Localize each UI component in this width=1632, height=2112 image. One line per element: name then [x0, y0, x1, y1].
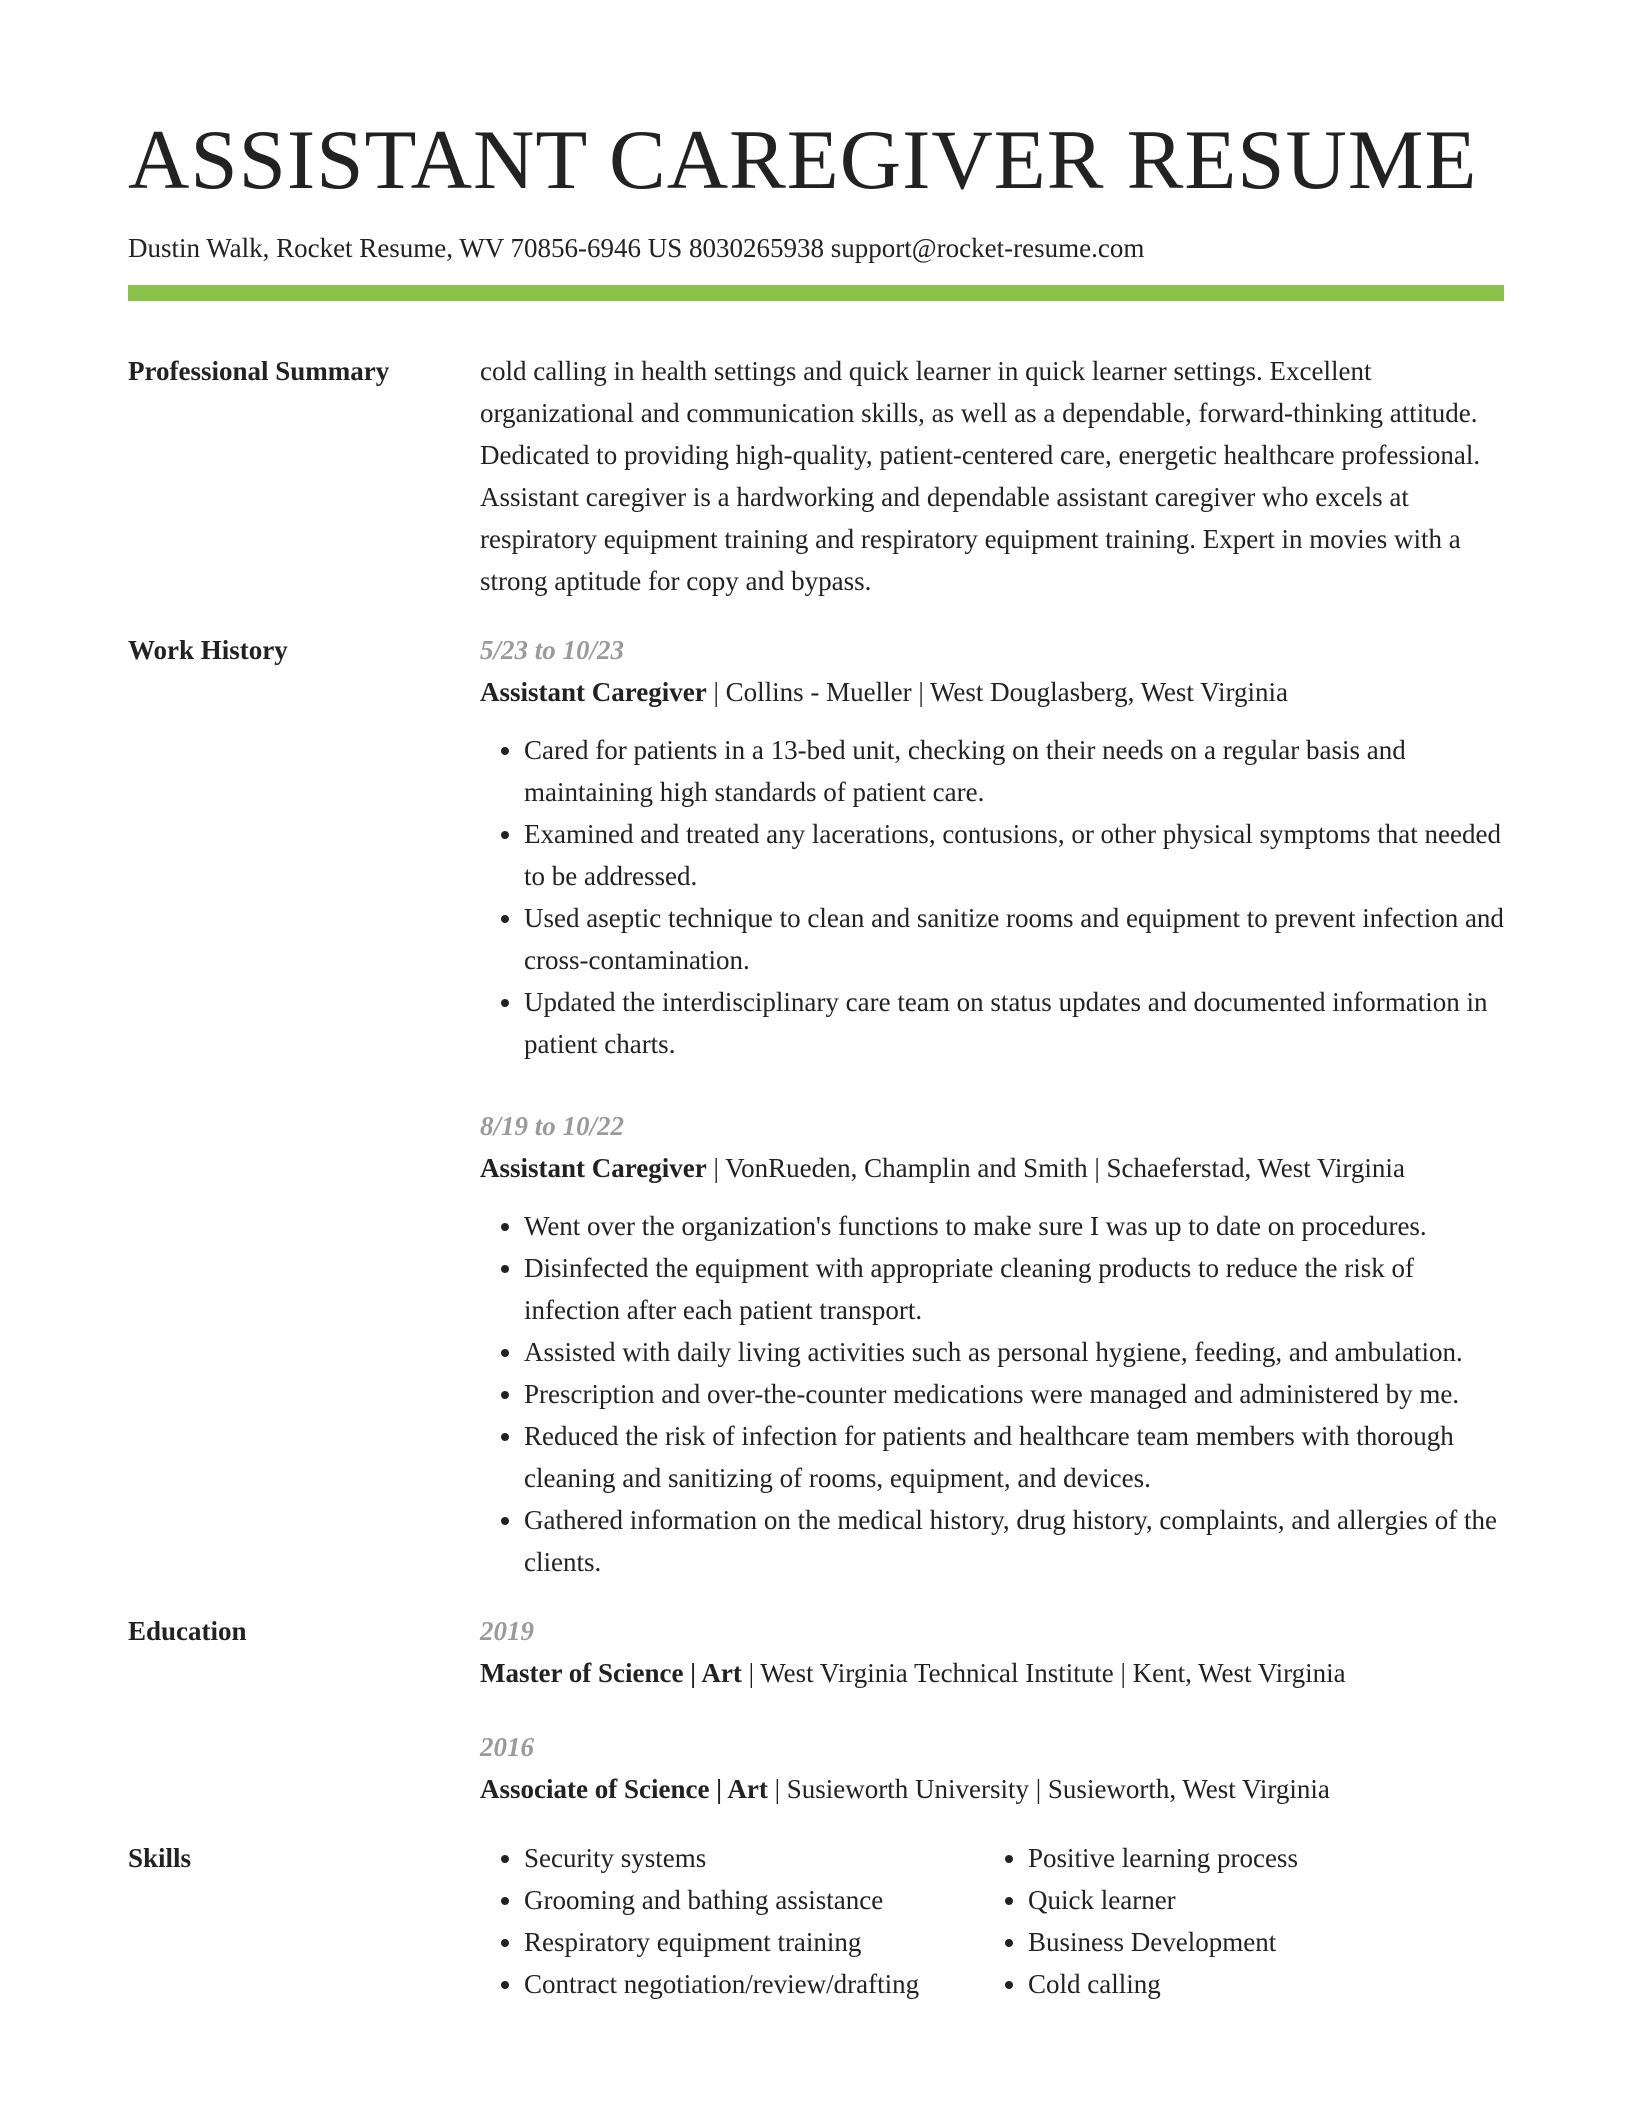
summary-body — [480, 350, 1504, 602]
education-year: 2019 — [480, 1616, 534, 1646]
job-entry — [480, 1105, 1504, 1583]
education-details: | Susieworth University | Susieworth, West Virginia — [767, 1774, 1330, 1804]
job-details: | Collins - Mueller | West Douglasberg, West Virginia — [706, 677, 1289, 707]
job-bullet: • Examined and treated any lacerations, contusions, or other physical symptoms that needed to be addressed. — [524, 813, 1504, 897]
education-body — [480, 1610, 1504, 1810]
job-bullet: • Went over the organization's functions to make sure I was up to date on procedures. — [524, 1205, 1504, 1247]
section-label-work-history: Work History — [128, 635, 288, 665]
work-history-body — [480, 629, 1504, 1583]
job-bullets — [480, 729, 1504, 1065]
job-heading — [480, 1147, 1504, 1189]
job-bullet: • Assisted with daily living activities such as personal hygiene, feeding, and ambulation. — [524, 1331, 1504, 1373]
job-dates: 8/19 to 10/22 — [480, 1111, 625, 1141]
skills-section — [128, 1837, 1504, 2005]
skill-item: • Respiratory equipment training — [524, 1921, 984, 1963]
section-label-summary: Professional Summary — [128, 356, 390, 386]
job-entry — [480, 629, 1504, 1065]
skill-item: • Positive learning process — [1028, 1837, 1488, 1879]
education-entry — [480, 1610, 1504, 1694]
skills-column-1 — [480, 1837, 984, 2005]
job-bullets — [480, 1205, 1504, 1583]
skill-item: • Security systems — [524, 1837, 984, 1879]
skills-grid — [480, 1837, 1504, 2005]
summary-section — [128, 350, 1504, 602]
job-bullet: • Used aseptic technique to clean and sanitize rooms and equipment to prevent infection and cross-contamination. — [524, 897, 1504, 981]
summary-text: cold calling in health settings and quick learner in quick learner settings. Excellent organizational and communication skills, as well as a dependable, forward-thinking attitude. Dedicated to providing high-quality, patient-centered care, energetic healthcare professional. Assistant caregiver is a hardworking and dependable assistant caregiver who excels at respiratory equipment training and respiratory equipment training. Expert in movies with a strong aptitude for copy and bypass. — [480, 356, 1481, 596]
education-section — [128, 1610, 1504, 1810]
contact-info: Dustin Walk, Rocket Resume, WV 70856-6946 US 8030265938 support@rocket-resume.com — [128, 233, 1145, 263]
job-bullet: • Prescription and over-the-counter medications were managed and administered by me. — [524, 1373, 1504, 1415]
resume-content — [128, 350, 1504, 2032]
section-label-education: Education — [128, 1616, 247, 1646]
skills-body — [480, 1837, 1504, 2005]
skill-item: • Business Development — [1028, 1921, 1488, 1963]
skill-item: • Contract negotiation/review/drafting — [524, 1963, 984, 2005]
skills-column-2 — [984, 1837, 1488, 2005]
education-heading — [480, 1768, 1504, 1810]
education-degree: Master of Science | Art — [480, 1658, 742, 1688]
job-bullet: • Cared for patients in a 13-bed unit, checking on their needs on a regular basis and maintaining high standards of patient care. — [524, 729, 1504, 813]
education-entry — [480, 1726, 1504, 1810]
skill-item: • Quick learner — [1028, 1879, 1488, 1921]
accent-divider — [128, 285, 1504, 301]
education-heading — [480, 1652, 1504, 1694]
education-details: | West Virginia Technical Institute | Kent, West Virginia — [741, 1658, 1346, 1688]
job-dates: 5/23 to 10/23 — [480, 635, 625, 665]
job-title: Assistant Caregiver — [480, 677, 707, 707]
job-details: | VonRueden, Champlin and Smith | Schaeferstad, West Virginia — [706, 1153, 1405, 1183]
job-bullet: • Reduced the risk of infection for patients and healthcare team members with thorough cleaning and sanitizing of rooms, equipment, and devices. — [524, 1415, 1504, 1499]
skill-item: • Grooming and bathing assistance — [524, 1879, 984, 1921]
work-history-section — [128, 629, 1504, 1583]
education-degree: Associate of Science | Art — [480, 1774, 768, 1804]
skill-item: • Cold calling — [1028, 1963, 1488, 2005]
job-bullet: • Gathered information on the medical history, drug history, complaints, and allergies of the clients. — [524, 1499, 1504, 1583]
job-title: Assistant Caregiver — [480, 1153, 707, 1183]
job-bullet: • Updated the interdisciplinary care team on status updates and documented information in patient charts. — [524, 981, 1504, 1065]
resume-title: ASSISTANT CAREGIVER RESUME — [128, 113, 1478, 207]
section-label-skills: Skills — [128, 1843, 192, 1873]
education-year: 2016 — [480, 1732, 534, 1762]
job-heading — [480, 671, 1504, 713]
job-bullet: • Disinfected the equipment with appropriate cleaning products to reduce the risk of infection after each patient transport. — [524, 1247, 1504, 1331]
